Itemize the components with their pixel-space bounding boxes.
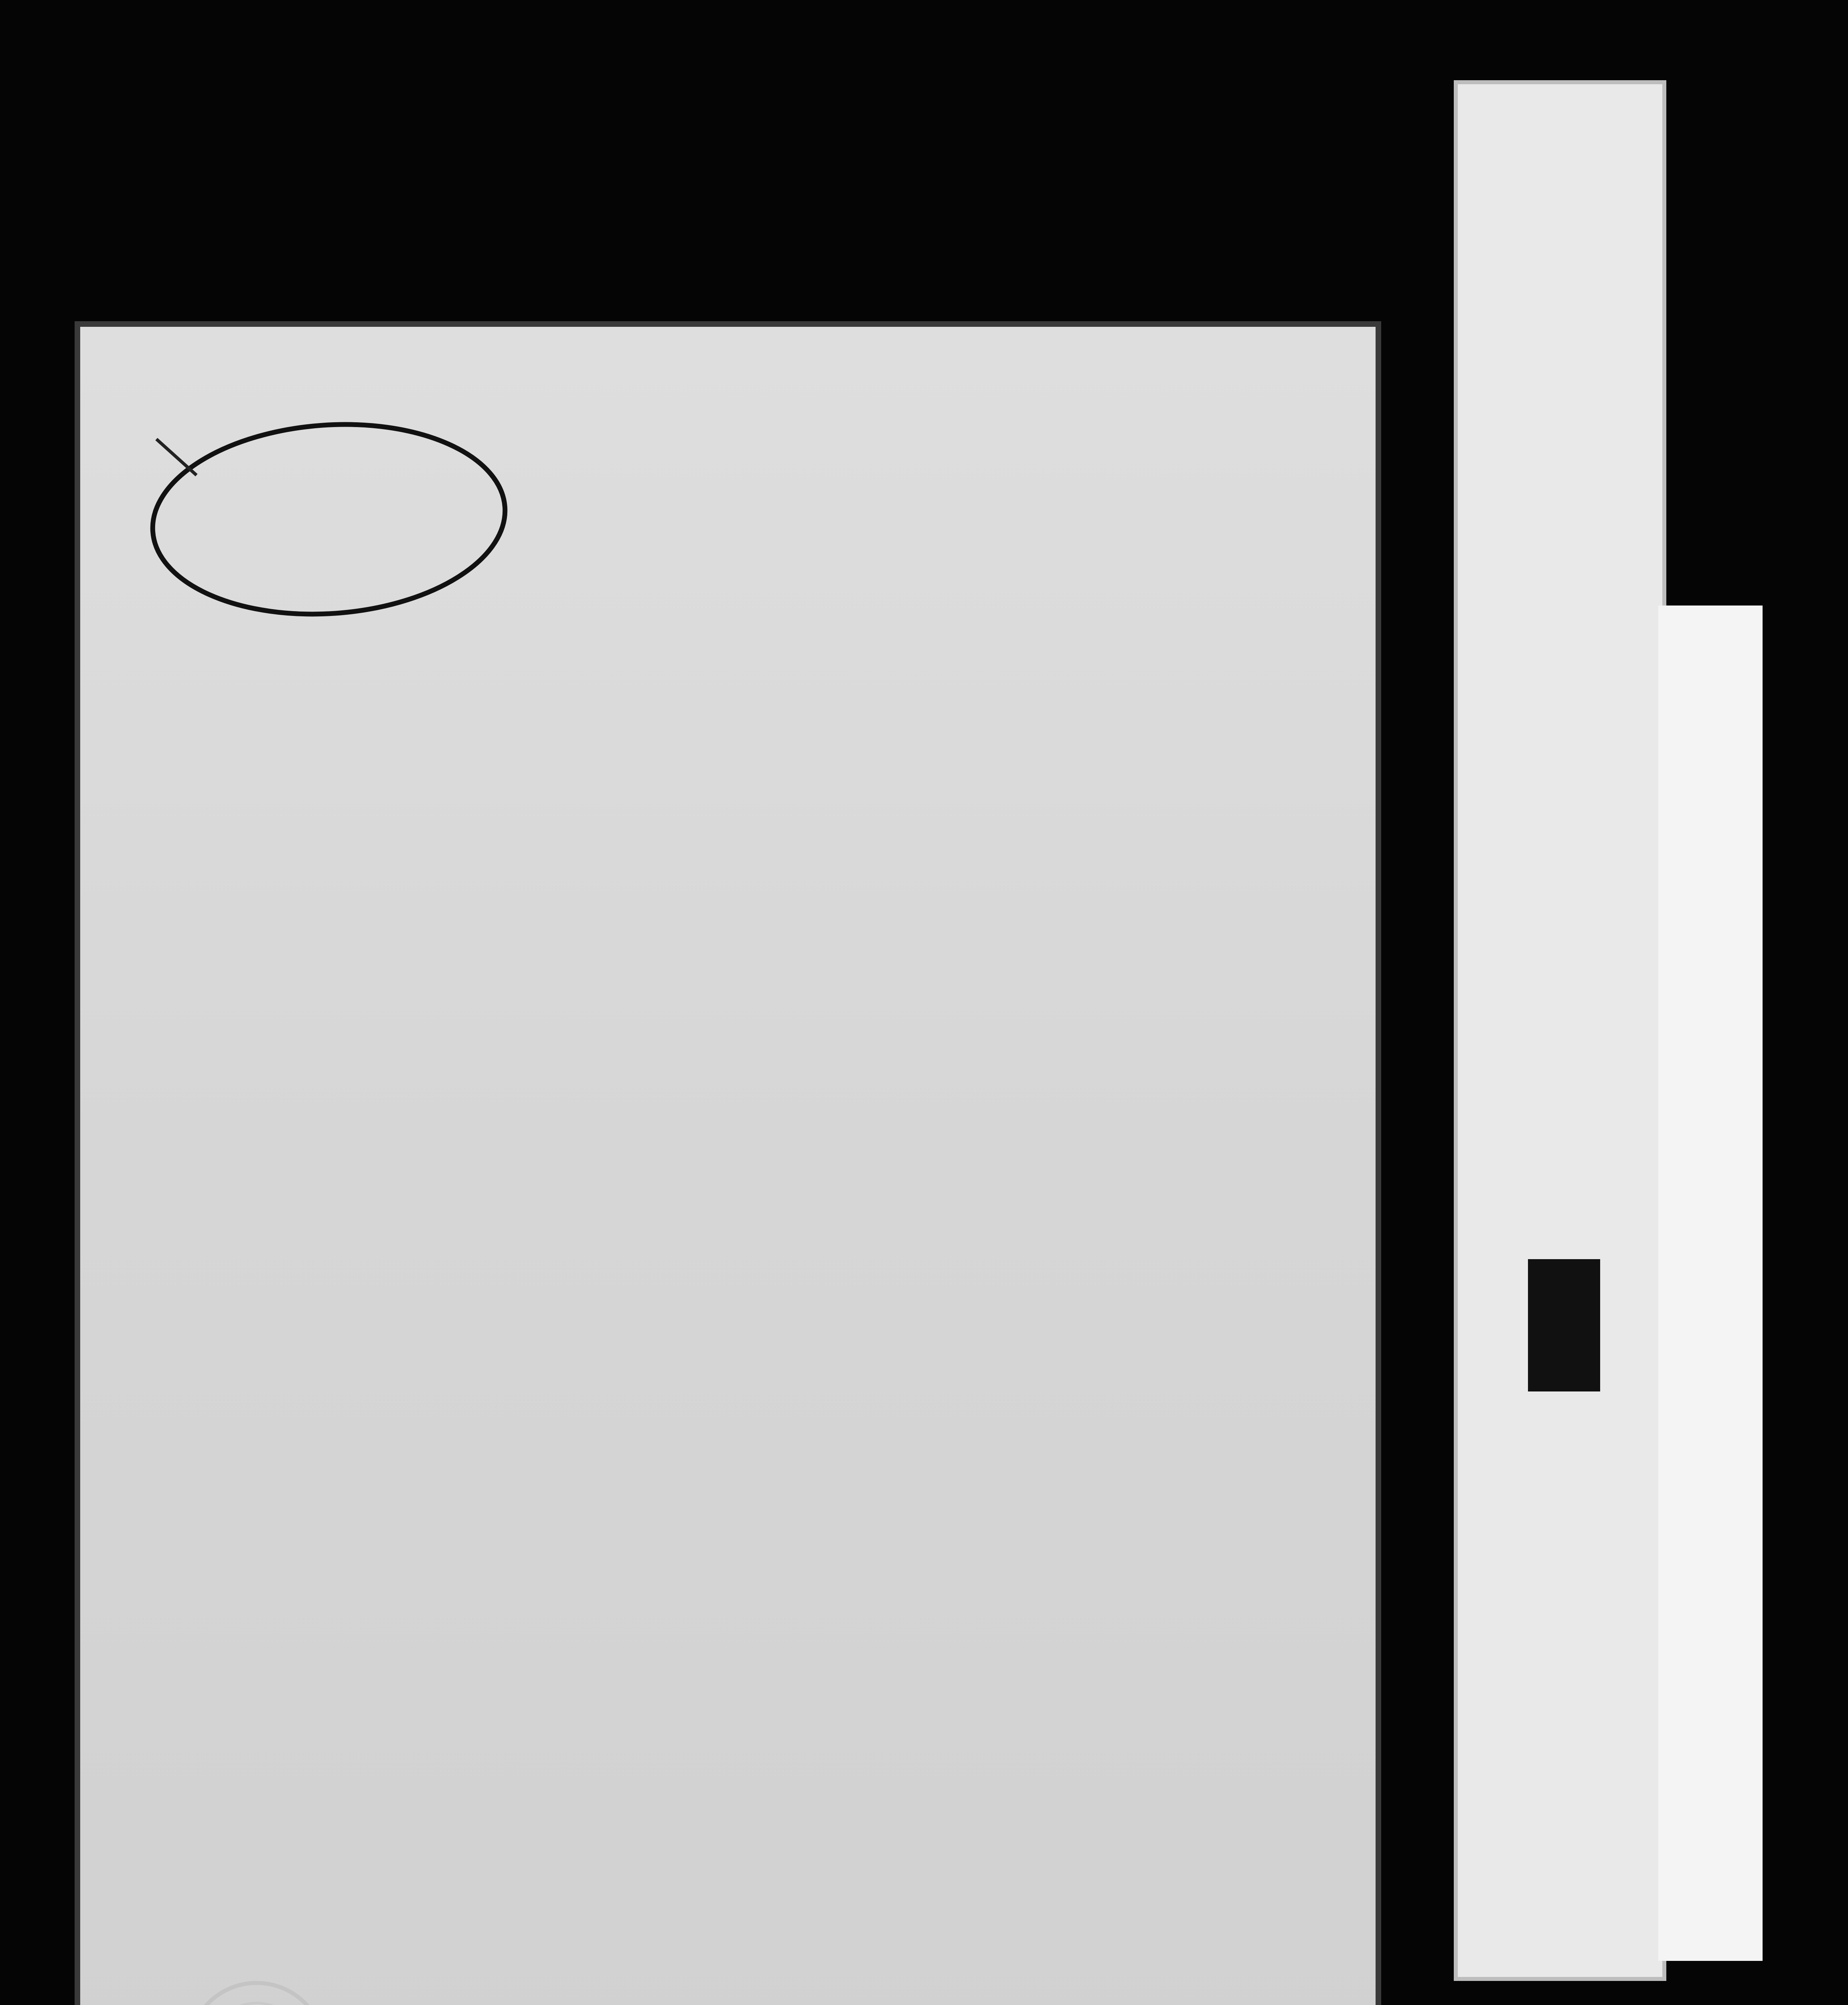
- seal-oval-icon: [140, 415, 513, 624]
- embossed-stamp-icon: [180, 1975, 333, 2005]
- archive-label-card: [1658, 606, 1763, 1961]
- document-page: [80, 327, 1376, 2005]
- ruler-brand: [1528, 1259, 1600, 1391]
- measuring-ruler: [1454, 80, 1666, 1981]
